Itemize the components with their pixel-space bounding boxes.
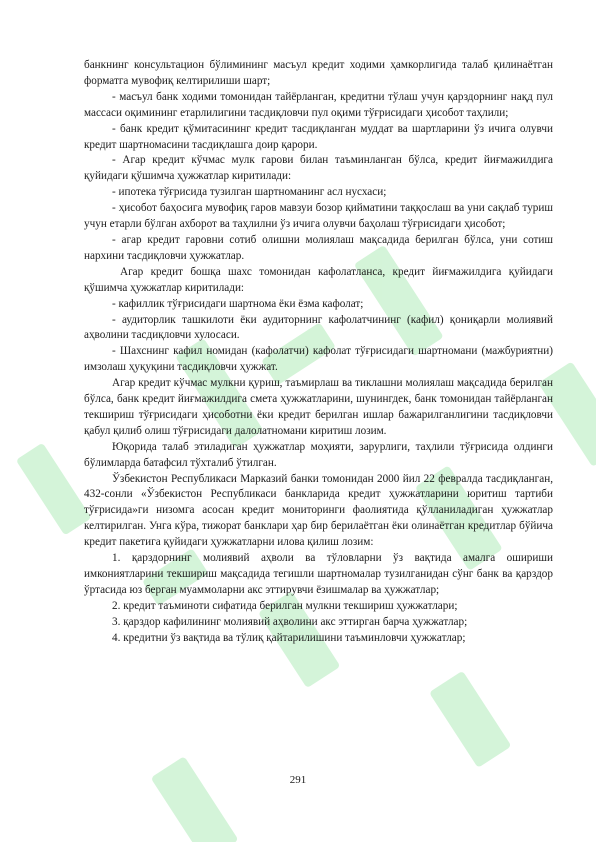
paragraph: 1. қарздорнинг молиявий аҳволи ва тўловларни ўз вақтида амалга ошириши имкониятларини текшириш мақсадида тегишли шартномалар тузилганидан сўнг банк ва қарздор ўртасида юз берган муаммоларни акс эттирувчи ёзишмалар ва ҳужжатлар;: [84, 552, 553, 596]
paragraph: - ҳисобот баҳосига мувофиқ гаров мавзуи бозор қийматини таққослаш ва уни сақлаб туриш учун етарли бўлган ахборот ва таҳлилни ўз ичига олувчи баҳолаш тўғрисидаги ҳисобот;: [84, 202, 553, 231]
paragraph: - банк кредит қўмитасининг кредит тасдиқланган муддат ва шартларини ўз ичига олувчи кредит шартномасини тасдиқлашга доир қарори.: [84, 122, 553, 151]
paragraph: Агар кредит кўчмас мулкни қуриш, таъмирлаш ва тиклашни молиялаш мақсадида берилган бўлса, банк кредит йиғмажилдига смета ҳужжатларини, шунингдек, банк томонидан тайёрланган текшириш тўғрисидаги ҳисоботни ёки кредит берилган ишлар бажарилганлигини тасдиқловчи қабул қилиб олиш тўғрисидаги далолатномани киритиш лозим.: [84, 377, 553, 437]
paragraph: - ипотека тўғрисида тузилган шартноманинг асл нусхаси;: [112, 186, 387, 199]
watermark-mark: [16, 443, 92, 536]
paragraph: - аудиторлик ташкилоти ёки аудиторнинг кафолатчининг (кафил) қониқарли молиявий аҳволини тасдиқловчи хулосаси.: [84, 313, 553, 342]
paragraph: Ўзбекистон Республикаси Марказий банки томонидан 2000 йил 22 февралда тасдиқланган, 432-сонли «Ўзбекистон Республикаси банкларида кредит ҳужжатларини юритиш тартиби тўғрисида»ги низомга асосан кредит мониторинги фаолиятида қўлланиладиган ҳужжатлар келтирилган. Унга кўра, тижорат банклари ҳар бир берилаётган ёки олинаётган кредитлар бўйича кредит пакетига қуйидаги ҳужжатларни илова қилиш лозим:: [84, 472, 553, 549]
paragraph: Агар кредит бошқа шахс томонидан кафолатланса, кредит йиғмажилдига қуйидаги қўшимча ҳужжатлар киритилади:: [84, 265, 553, 294]
page-number: 291: [289, 774, 307, 786]
paragraph: - агар кредит гаровни сотиб олишни молиялаш мақсадида берилган бўлса, уни сотиш нархини тасдиқловчи ҳужжатлар.: [84, 233, 553, 262]
watermark-mark: [429, 671, 512, 768]
paragraph: - Шахснинг кафил номидан (кафолатчи) кафолат тўғрисидаги шартномани (мажбуриятни) имзолаш ҳуқуқини тасдиқловчи ҳужжат.: [84, 345, 553, 374]
paragraph: - масъул банк ходими томонидан тайёрланган, кредитни тўлаш учун қарздорнинг нақд пул массаси оқимининг етарлилигини тасдиқловчи пул оқими тўғрисидаги ҳисобот таҳлили;: [84, 90, 553, 119]
page-body: [84, 58, 553, 647]
paragraph: 4. кредитни ўз вақтида ва тўлиқ қайтарилишини таъминловчи ҳужжатлар;: [112, 631, 466, 644]
paragraph: 3. қарздор кафилининг молиявий аҳволини акс эттирган барча ҳужжатлар;: [112, 615, 468, 628]
watermark-mark: [151, 756, 239, 842]
paragraph: Юқорида талаб этиладиган ҳужжатлар моҳияти, зарурлиги, таҳлили тўғрисида олдинги бўлимларда батафсил тўхталиб ўтилган.: [84, 440, 553, 469]
paragraph: банкнинг консультацион бўлимининг масъул кредит ходими ҳамкорлигида талаб қилинаётган форматга мувофиқ келтирилиши шарт;: [84, 59, 553, 87]
paragraph: 2. кредит таъминоти сифатида берилган мулкни текшириш ҳужжатлари;: [112, 599, 458, 612]
paragraph: - Агар кредит кўчмас мулк гарови билан таъминланган бўлса, кредит йиғмажилдига қуйидаги қўшимча ҳужжатлар киритилади:: [84, 154, 553, 183]
paragraph: - кафиллик тўғрисидаги шартнома ёки ёзма кафолат;: [112, 297, 364, 310]
